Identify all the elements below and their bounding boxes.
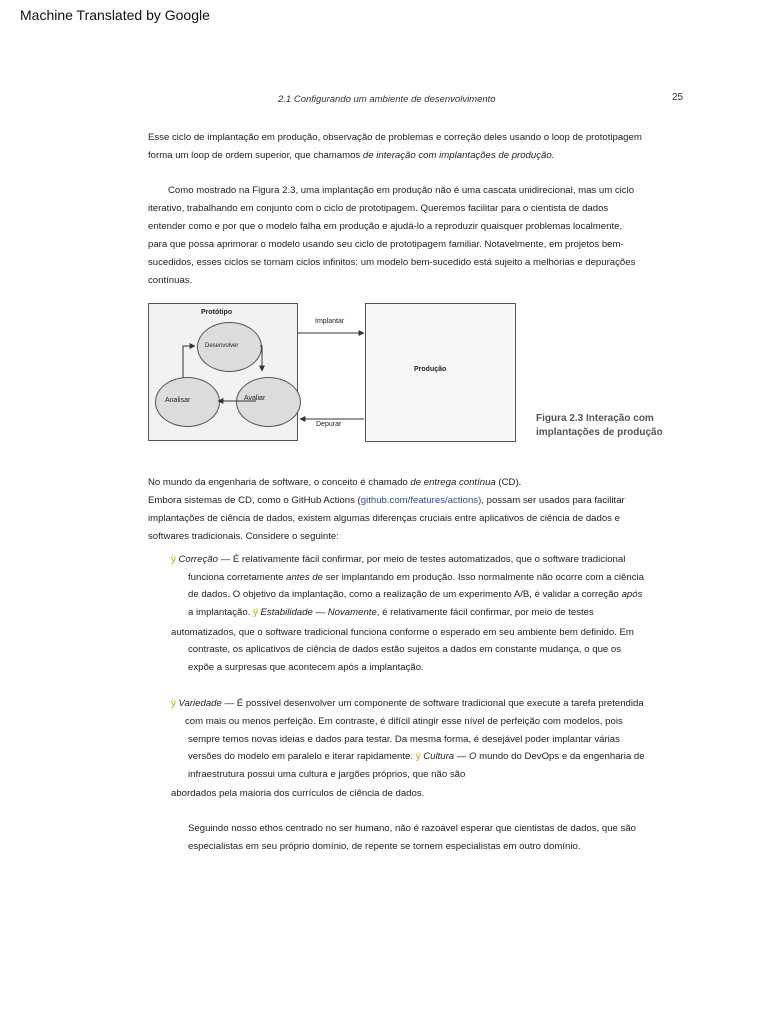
para1-line2-term: de interação com implantações de produção.	[362, 150, 555, 161]
bullet1-line3-text: de dados. O objetivo da implantação, como a realização de um experimento A/B, é validar a correção	[188, 589, 622, 600]
para3-line1-text: No mundo da engenharia de software, o conceito é chamado	[148, 477, 411, 488]
para3-line1	[148, 477, 521, 488]
bullet2-line5: infraestrutura possui uma cultura e jargões próprios, que não são	[188, 769, 466, 780]
analyze-to-develop-arrow	[183, 346, 195, 378]
production-label: Produção	[414, 366, 447, 373]
develop-label: Desenvolver	[205, 343, 239, 349]
deploy-label: Implantar	[315, 318, 345, 325]
para3-line3: implantações de ciência de dados, existem algumas diferenças cruciais entre aplicativos de ciência de dados e	[148, 513, 620, 524]
para2-line6: contínuas.	[148, 275, 193, 286]
debug-label: Depurar	[316, 421, 342, 428]
running-title: 2.1 Configurando um ambiente de desenvolvimento	[278, 94, 496, 105]
bullet1b-term: Estabilidade — Novamente	[260, 607, 377, 618]
bullet2-line4-end: mundo do DevOps e da engenharia de	[476, 751, 645, 762]
para1-line2	[148, 150, 554, 161]
figure-caption-line1: Figura 2.3 Interação com	[536, 413, 654, 424]
para3-line2	[148, 495, 625, 506]
para3-line1-end: (CD).	[495, 477, 522, 488]
bullet1-line5: automatizados, que o software tradicional funciona conforme o esperado em seu ambiente bem definido. Em	[171, 627, 634, 638]
bullet2-line2: com mais ou menos perfeição. Em contraste, é difícil atingir esse nível de perfeição com modelos, pois	[185, 716, 623, 727]
para3-line1-term: de entrega contínua	[410, 477, 496, 488]
para3-line2-end: , possam ser usados para facilitar	[481, 495, 625, 506]
analyze-label: Analisar	[165, 397, 191, 404]
para1-line2-text: forma um loop de ordem superior, que chamamos	[148, 150, 363, 161]
bullet1-line4	[188, 607, 594, 618]
bullet1-term: Correção	[178, 554, 218, 565]
bullet2-line1	[171, 698, 644, 709]
bullet1-line2	[188, 572, 644, 583]
bullet2-term: Variedade	[178, 698, 222, 709]
bullet2b-term: Cultura — O	[423, 751, 477, 762]
bullet2-line3: sempre temos novas ideias e dados para testar. Da mesma forma, é desejável poder implantar várias	[188, 734, 620, 745]
bullet1-line1	[171, 554, 625, 565]
bullet-marker-icon: ÿ	[415, 751, 421, 762]
bullet-marker-icon: ÿ	[171, 554, 176, 565]
evaluate-label: Avaliar	[244, 395, 266, 402]
bullet-marker-icon: ÿ	[171, 698, 176, 709]
para4-line1: Seguindo nosso ethos centrado no ser humano, não é razoável esperar que cientistas de dados, que são	[188, 823, 637, 834]
develop-to-evaluate-arrow	[260, 346, 262, 371]
bullet-marker-icon: ÿ	[253, 607, 258, 618]
bullet2-line1-text: — É possível desenvolver um componente de software tradicional que execute a tarefa pretendida	[221, 698, 644, 709]
bullet1-line2-em: antes de	[286, 572, 323, 583]
para3-line4: softwares tradicionais. Considere o seguinte:	[148, 531, 339, 542]
bullet1-line2-end: ser implantando em produção. Isso normalmente não ocorre com a ciência	[322, 572, 644, 583]
para2-line4: para que possa aprimorar o modelo usando seu ciclo de prototipagem familiar. Notavelmente, em projetos bem-	[148, 239, 624, 250]
bullet2-line6: abordados pela maioria dos currículos de ciência de dados.	[171, 788, 425, 799]
para2-line3: entender como e por que o modelo falha em produção e ajudá-lo a reproduzir quaisquer problemas localmente,	[148, 221, 623, 232]
para1-line1: Esse ciclo de implantação em produção, observação de problemas e correção deles usando o loop de prototipagem	[148, 132, 642, 143]
figure-caption	[536, 412, 663, 440]
bullet1-line4-text: a implantação.	[188, 607, 254, 618]
prototype-label: Protótipo	[201, 309, 233, 316]
bullet1-line3-em: após	[621, 589, 643, 600]
bullet2-line4	[188, 751, 645, 762]
bullet1-line7: expõe a surpresas que acontecem após a implantação.	[188, 662, 424, 673]
para2-line1: Como mostrado na Figura 2.3, uma implantação em produção não é uma cascata unidirecional, mas um ciclo	[168, 185, 635, 196]
github-actions-link[interactable]: github.com/features/actions)	[360, 495, 482, 506]
bullet1-line6: contraste, os aplicativos de ciência de dados estão sujeitos a dados em constante mudança, o que os	[188, 644, 622, 655]
bullet2-line4-text: versões do modelo em paralelo e iterar rapidamente.	[188, 751, 416, 762]
bullet1-line2-text: funciona corretamente	[188, 572, 287, 583]
para4-line2: especialistas em seu próprio domínio, de repente se tornem especialistas em outro domínio.	[188, 841, 581, 852]
para3-line2-text: Embora sistemas de CD, como o GitHub Actions (	[148, 495, 361, 506]
bullet1-line1-text: — É relativamente fácil confirmar, por meio de testes automatizados, que o software tradicional	[217, 554, 626, 565]
page-number: 25	[672, 92, 684, 103]
bullet1-line3	[188, 589, 642, 600]
translation-banner: Machine Translated by Google	[20, 7, 210, 23]
para2-line5: sucedidos, esses ciclos se tornam ciclos infinitos: um modelo bem-sucedido está sujeito a melhorias e depurações	[148, 257, 636, 268]
figure-caption-line2: implantações de produção	[536, 427, 663, 438]
para2-line2: iterativo, trabalhando em conjunto com o ciclo de prototipagem. Queremos facilitar para o cientista de dados	[148, 203, 609, 214]
bullet1-line4-end: , é relativamente fácil confirmar, por meio de testes	[376, 607, 594, 618]
